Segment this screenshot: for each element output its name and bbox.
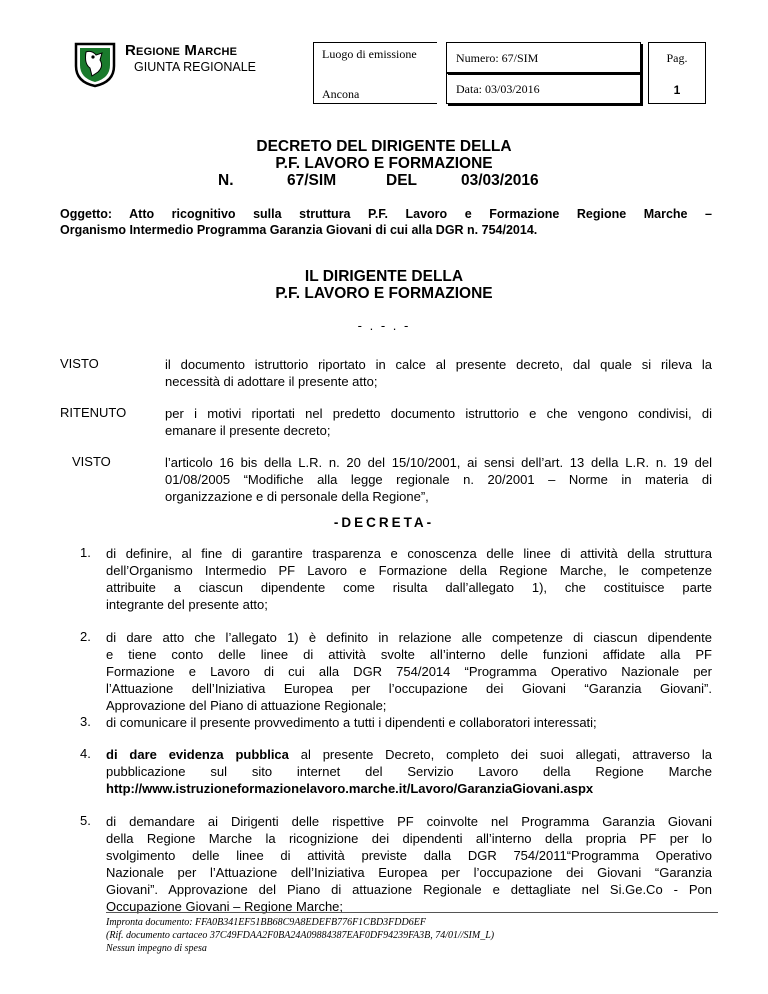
decree-del-label: DEL	[386, 172, 417, 189]
item-number-2: 2.	[80, 629, 91, 644]
item-text-3: di comunicare il presente provvedimento a tutti i dipendenti e collaboratori interessati;	[106, 715, 597, 730]
decree-n-label: N.	[218, 172, 234, 189]
regione-marche-logo-icon	[72, 40, 118, 88]
org-subtitle: GIUNTA REGIONALE	[134, 60, 257, 74]
luogo-value: Ancona	[322, 87, 360, 101]
item-number-1: 1.	[80, 545, 91, 560]
numero-box	[446, 42, 641, 73]
decreta-heading: -DECRETA-	[333, 515, 435, 530]
decree-title-line1: DECRETO DEL DIRIGENTE DELLA	[256, 138, 512, 155]
luogo-label: Luogo di emissione	[322, 47, 417, 61]
data-box	[446, 73, 641, 104]
decree-number: 67/SIM	[287, 172, 337, 189]
dirigente-heading-line2: P.F. LAVORO E FORMAZIONE	[275, 285, 493, 302]
pagina-box	[648, 42, 706, 104]
dirigente-heading-line1: IL DIRIGENTE DELLA	[304, 268, 464, 285]
item-text-1: di definire, al fine di garantire trasparenza e conoscenza delle linee di attività della struttura dell’Organismo Intermedio PF Lavoro e Formazione della Regione Marche, le competenze attribuite a ciascun dipendente come risulta dall’allegato 1), che costituisce parte integrante del presente atto;	[106, 546, 712, 612]
premise-text-2: per i motivi riportati nel predetto documento istruttorio e che vengono condivisi, di emanare il presente decreto;	[165, 406, 712, 438]
footer-rif: (Rif. documento cartaceo 37C49FDAA2F0BA24A09884387EAF0DF94239FA3B, 74/01//SIM_L)	[106, 930, 495, 941]
item-text-4: di dare evidenza pubblica al presente Decreto, completo dei suoi allegati, attraverso la pubblicazione sul sito internet del Servizio Lavoro della Regione Marche http://www.istruzioneformazionelavoro.marche.it/Lavoro/GaranziaGiovani.aspx	[106, 747, 712, 796]
footer-divider	[106, 912, 718, 913]
item-number-5: 5.	[80, 813, 91, 828]
org-name: Regione Marche	[125, 42, 238, 59]
premise-text-1: il documento istruttorio riportato in calce al presente decreto, dal quale si rileva la necessità di adottare il presente atto;	[165, 357, 712, 389]
oggetto-line1: Oggetto: Atto ricognitivo sulla struttura P.F. Lavoro e Formazione Regione Marche –	[60, 207, 712, 221]
decree-title-line2: P.F. LAVORO E FORMAZIONE	[275, 155, 493, 172]
pagina-label: Pag.	[666, 51, 688, 65]
item-number-3: 3.	[80, 714, 91, 729]
premise-text-3: l’articolo 16 bis della L.R. n. 20 del 15/10/2001, ai sensi dell’art. 13 della L.R. n. 19 del 01/08/2005 “Modifiche alla legge regionale n. 20/2001 – Norme in materia di organizzazione e di personale della Regione”,	[165, 455, 712, 504]
oggetto-line2: Organismo Intermedio Programma Garanzia Giovani di cui alla DGR n. 754/2014.	[60, 223, 538, 237]
oggetto	[60, 206, 712, 238]
numero-value: Numero: 67/SIM	[456, 51, 539, 65]
item-number-4: 4.	[80, 746, 91, 761]
servizio-lavoro-link[interactable]: http://www.istruzioneformazionelavoro.marche.it/Lavoro/GaranziaGiovani.aspx	[106, 781, 594, 796]
footer-impronta: Impronta documento: FFA0B341EF51BB68C9A8EDEFB776F1CBD3FDD6EF	[106, 917, 426, 928]
footer-impegno: Nessun impegno di spesa	[106, 943, 207, 954]
premise-label-visto-2: VISTO	[72, 454, 111, 469]
premise-label-visto: VISTO	[60, 356, 99, 371]
item-text-5: di demandare ai Dirigenti delle rispettive PF coinvolte nel Programma Garanzia Giovani della Regione Marche la ricognizione dei dipendenti all’interno della propria PF per lo svolgimento delle linee di attività previste dalla DGR 754/2011“Programma Operativo Nazionale per l’Attuazione dell’Iniziativa Europea per l’occupazione dei Giovani “Garanzia Giovani”. Approvazione del Piano di attuazione Regionale e dettagliate nel Si.Ge.Co - Pon Occupazione Giovani – Regione Marche;	[106, 814, 712, 914]
pagina-value: 1	[673, 83, 681, 97]
item-4-bold-lead: di dare evidenza pubblica	[106, 747, 289, 762]
premise-label-ritenuto: RITENUTO	[60, 405, 127, 420]
item-text-2: di dare atto che l’allegato 1) è definito in relazione alle competenze di ciascun dipendente e tiene conto delle linee di attività svolte all’interno delle funzioni affidate alla PF Formazione e Lavoro di cui alla DGR 754/2014 “Programma Operativo Nazionale per l’Attuazione dell’Iniziativa Europea per l’occupazione dei Giovani “Garanzia Giovani”. Approvazione del Piano di attuazione Regionale;	[106, 630, 712, 713]
separator: - . - . -	[357, 318, 411, 333]
decree-date: 03/03/2016	[461, 172, 539, 189]
data-value: Data: 03/03/2016	[456, 82, 540, 96]
luogo-box	[313, 42, 437, 104]
